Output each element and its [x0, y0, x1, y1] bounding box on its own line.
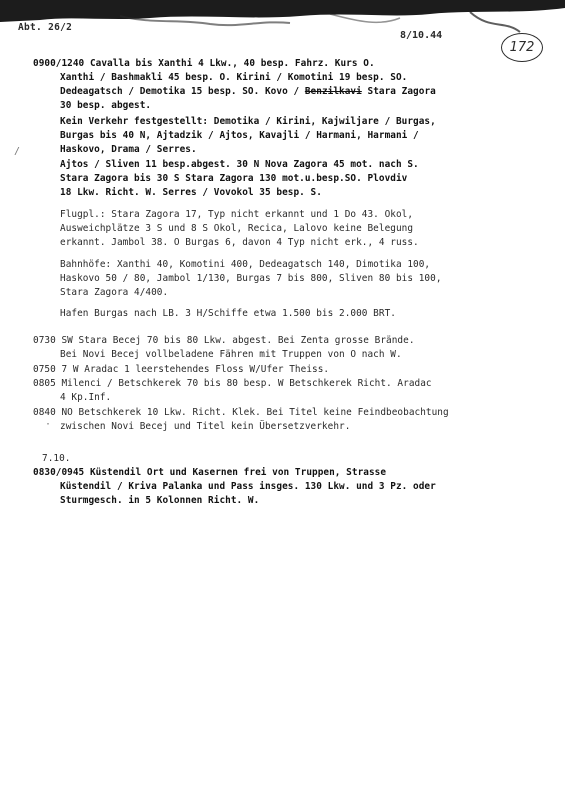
report-line [60, 495, 259, 506]
margin-tick-mark: / [14, 146, 21, 157]
report-line [33, 407, 449, 418]
report-line [33, 364, 329, 375]
line-text: Kein Verkehr festgestellt: Demotika / Kirini, Kajwiljare / Burgas, [60, 116, 436, 127]
line-text: Haskovo 50 / 80, Jambol 1/130, Burgas 7 bis 800, Sliven 80 bis 100, [60, 273, 442, 284]
line-text: Flugpl.: Stara Zagora 17, Typ nicht erkannt und 1 Do 43. Okol, [60, 209, 414, 220]
line-text: Bei Novi Becej vollbeladene Fähren mit Truppen von O nach W. [60, 349, 402, 360]
report-line [33, 467, 386, 478]
report-line [60, 72, 407, 83]
report-line [60, 308, 396, 319]
line-text: Burgas bis 40 N, Ajtadzik / Ajtos, Kavajli / Harmani, Harmani / [60, 130, 419, 141]
report-line [60, 481, 436, 492]
report-line [60, 187, 322, 198]
line-text: Stara Zagora bis 30 S Stara Zagora 130 mot.u.besp.SO. Plovdiv [60, 173, 408, 184]
document-date: 8/10.44 [400, 30, 443, 41]
line-text: 0830/0945 Küstendil Ort und Kasernen frei von Truppen, Strasse [33, 467, 387, 478]
report-line [60, 223, 413, 234]
line-text: 18 Lkw. Richt. W. Serres / Vovokol 35 besp. S. [60, 187, 322, 198]
report-line [60, 287, 168, 298]
page-number-stamp: 172 [501, 33, 543, 62]
line-text: Dedeagatsch / Demotika 15 besp. SO. Kovo / [60, 86, 305, 97]
report-line [60, 144, 197, 155]
line-text: 4 Kp.Inf. [60, 392, 112, 403]
report-line [33, 378, 432, 389]
line-text: Hafen Burgas nach LB. 3 H/Schiffe etwa 1.500 bis 2.000 BRT. [60, 308, 396, 319]
line-text: Ausweichplätze 3 S und 8 S Okol, Recica, Lalovo keine Belegung [60, 223, 414, 234]
report-line [60, 116, 436, 127]
report-line [42, 453, 70, 464]
line-text: zwischen Novi Becej und Titel kein Übersetzverkehr. [60, 421, 351, 432]
line-text: Bahnhöfe: Xanthi 40, Komotini 400, Dedeagatsch 140, Dimotika 100, [60, 259, 431, 270]
report-line [60, 273, 442, 284]
line-text: 0750 7 W Aradac 1 leerstehendes Floss W/Ufer Theiss. [33, 364, 330, 375]
line-text: Haskovo, Drama / Serres. [60, 144, 197, 155]
line-text: 30 besp. abgest. [60, 100, 152, 111]
line-text: Ajtos / Sliven 11 besp.abgest. 30 N Nova Zagora 45 mot. nach S. [60, 159, 419, 170]
line-text: Sturmgesch. in 5 Kolonnen Richt. W. [60, 495, 260, 506]
line-text: Xanthi / Bashmakli 45 besp. O. Kirini / Komotini 19 besp. SO. [60, 72, 408, 83]
report-line [60, 237, 419, 248]
report-line [60, 130, 419, 141]
line-text: erkannt. Jambol 38. O Burgas 6, davon 4 Typ nicht erk., 4 russ. [60, 237, 419, 248]
line-text: 0730 SW Stara Becej 70 bis 80 Lkw. abgest. Bei Zenta grosse Brände. [33, 335, 415, 346]
struck-text: Benzilkavi [304, 86, 362, 97]
document-reference: Abt. 26/2 [18, 22, 73, 33]
line-text: Küstendil / Kriva Palanka und Pass insges. 130 Lkw. und 3 Pz. oder [60, 481, 436, 492]
report-line [60, 159, 419, 170]
report-line [60, 349, 402, 360]
line-text: 0805 Milenci / Betschkerek 70 bis 80 besp. W Betschkerek Richt. Aradac [33, 378, 432, 389]
line-text: 0900/1240 Cavalla bis Xanthi 4 Lkw., 40 besp. Fahrz. Kurs O. [33, 58, 375, 69]
report-line [60, 392, 111, 403]
report-line [60, 421, 350, 432]
report-line [60, 100, 151, 111]
report-line [33, 335, 415, 346]
report-line [60, 259, 430, 270]
line-text: Stara Zagora 4/400. [60, 287, 169, 298]
scan-dark-edge [0, 0, 565, 34]
report-line [60, 209, 413, 220]
report-line [60, 86, 436, 97]
margin-dot-mark: · [45, 419, 52, 430]
line-text: 0840 NO Betschkerek 10 Lkw. Richt. Klek. Bei Titel keine Feindbeobachtung [33, 407, 449, 418]
report-line [60, 173, 407, 184]
line-text: Stara Zagora [361, 86, 436, 97]
line-text: 7.10. [42, 453, 71, 464]
report-line [33, 58, 375, 69]
